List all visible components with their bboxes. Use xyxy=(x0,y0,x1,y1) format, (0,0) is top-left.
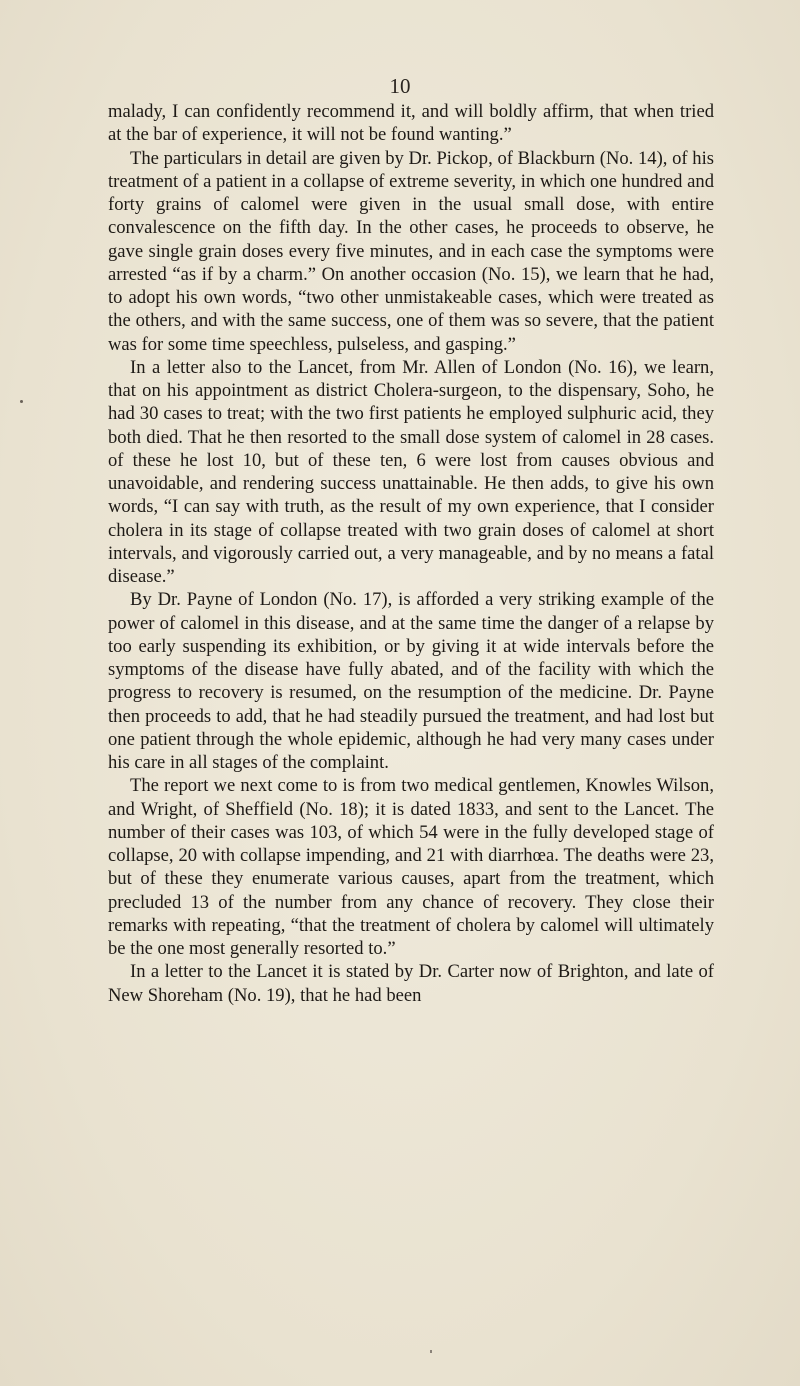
paragraph: In a letter also to the Lancet, from Mr. Allen of London (No. 16), we learn, that on his appointment as district Cholera-surgeon, to the dispensary, Soho, he had 30 cases to treat; with the two first patients he employed sulphuric acid, they both died. That he then resorted to the small dose system of calomel in 28 cases. of these he lost 10, but of these ten, 6 were lost from causes obvious and unavoidable, and rendering success unattainable. He then adds, to give his own words, “I can say with truth, as the result of my own experience, that I consider cholera in its stage of collapse treated with two grain doses of calomel at short intervals, and vigorously carried out, a very manageable, and by no means a fatal disease.” xyxy=(108,356,714,587)
page-number: 10 xyxy=(389,74,411,98)
paragraph: The report we next come to is from two medical gentlemen, Knowles Wilson, and Wright, of Sheffield (No. 18); it is dated 1833, and sent to the Lancet. The number of their cases was 103, of which 54 were in the fully developed stage of collapse, 20 with collapse impending, and 21 with diarrhœa. The deaths were 23, but of these they enumerate various causes, apart from the treatment, which precluded 13 of the number from any chance of recovery. They close their remarks with repeating, “that the treatment of cholera by calomel will ultimately be the one most generally resorted to.” xyxy=(108,775,714,959)
paper-speck xyxy=(430,1350,432,1353)
body-text xyxy=(108,100,714,1007)
paragraph: malady, I can confidently recommend it, and will boldly affirm, that when tried at the bar of experience, it will not be found wanting.” xyxy=(108,101,714,146)
paragraph: In a letter to the Lancet it is stated by Dr. Carter now of Brighton, and late of New Shoreham (No. 19), that he had been xyxy=(108,961,714,1006)
paper-speck xyxy=(20,400,23,403)
paragraph: The particulars in detail are given by Dr. Pickop, of Blackburn (No. 14), of his treatment of a patient in a collapse of extreme severity, in which one hundred and forty grains of calomel were given in the usual small dose, with entire convalescence on the fifth day. In the other cases, he proceeds to observe, he gave single grain doses every five minutes, and in each case the symptoms were arrested “as if by a charm.” On another occasion (No. 15), we learn that he had, to adopt his own words, “two other unmistakeable cases, which were treated as the others, and with the same success, one of them was so severe, that the patient was for some time speechless, pulseless, and gasping.” xyxy=(108,147,714,355)
paragraph: By Dr. Payne of London (No. 17), is afforded a very striking example of the power of calomel in this disease, and at the same time the danger of a relapse by too early suspending its exhibition, or by giving it at wide intervals before the symptoms of the disease have fully abated, and of the facility with which the progress to recovery is resumed, on the resumption of the medicine. Dr. Payne then proceeds to add, that he had steadily pursued the treatment, and had lost but one patient through the whole epidemic, although he had very many cases under his care in all stages of the complaint. xyxy=(108,589,714,773)
